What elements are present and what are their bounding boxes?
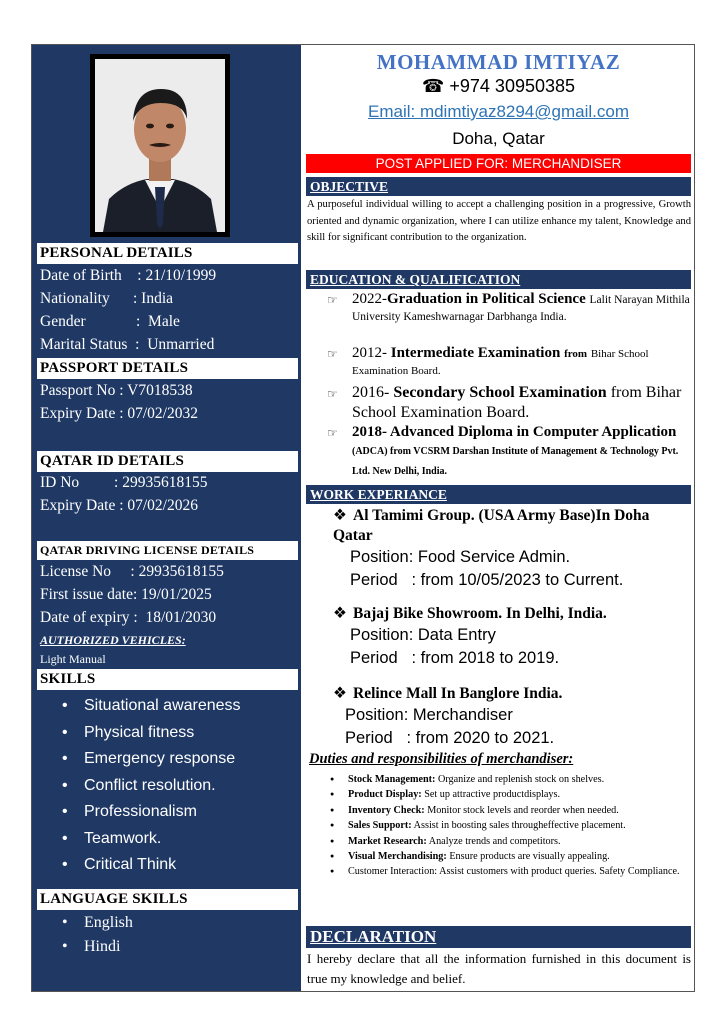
profile-photo-frame <box>90 54 230 237</box>
job-entry: ❖ Bajaj Bike Showroom. In Delhi, India. Position: Data Entry Period : from 2018 to 2019. <box>333 604 691 670</box>
duty-item: ● Customer Interaction: Assist customers with product queries. Safety Compliance. <box>348 864 688 879</box>
personal-details-heading: PERSONAL DETAILS <box>37 243 298 264</box>
candidate-name: MOHAMMAD IMTIYAZ <box>376 50 621 74</box>
language-skills-heading: LANGUAGE SKILLS <box>37 889 298 910</box>
education-item: ☞ 2012- Intermediate Examination from Bihar School Examination Board. <box>327 345 649 377</box>
skill-item: • Professionalism <box>32 799 241 826</box>
job-entry: ❖ Al Tamimi Group. (USA Army Base)In Doha Qatar Position: Food Service Admin. Period : from 10/05/2023 to Current. <box>333 506 691 592</box>
email-link[interactable]: Email: mdimtiyaz8294@gmail.com <box>367 102 629 121</box>
education-item: ☞ 2018- Advanced Diploma in Computer Application (ADCA) from VCSRM Darshan Institute of Management & Technology Pvt. Ltd. New Delhi, India. <box>327 424 679 477</box>
passport-expiry: Expiry Date : 07/02/2032 <box>40 405 198 422</box>
phone-number: ☎ +974 30950385 <box>421 76 576 96</box>
skill-item: • Emergency response <box>32 746 241 773</box>
objective-text: A purposeful individual willing to accept a challenging position in a progressive, Growth oriented and dynamic organization, where I can utilize enhance my talent, Knowledge and skill for significant contribution to the organization. <box>307 199 691 243</box>
duty-item: ● Sales Support: Assist in boosting sales througheffective placement. <box>348 818 688 833</box>
work-experience-heading: WORK EXPERIANCE <box>306 485 691 504</box>
skills-heading: SKILLS <box>37 669 298 690</box>
profile-photo <box>95 59 225 232</box>
qatar-id-number: ID No : 29935618155 <box>40 474 208 491</box>
nationality: Nationality : India <box>40 290 174 307</box>
education-heading: EDUCATION & QUALIFICATION <box>306 270 691 289</box>
passport-number: Passport No : V7018538 <box>40 382 193 399</box>
diamond-star-icon: ❖ <box>333 685 347 702</box>
job-period: Period : from 2020 to 2021. <box>345 729 555 747</box>
declaration-heading: DECLARATION <box>306 926 691 948</box>
skill-item: • Situational awareness <box>32 693 241 720</box>
sidebar <box>32 45 301 991</box>
job-position: Position: Merchandiser <box>345 706 513 724</box>
job-position: Position: Data Entry <box>350 626 496 644</box>
post-applied-banner: POST APPLIED FOR: MERCHANDISER <box>306 154 691 173</box>
date-of-birth: Date of Birth : 21/10/1999 <box>40 267 217 284</box>
hand-arrow-icon: ☞ <box>327 426 338 440</box>
driving-license-heading: QATAR DRIVING LICENSE DETAILS <box>37 541 298 560</box>
skill-item: • Physical fitness <box>32 720 241 747</box>
skill-item: • Critical Think <box>32 852 241 879</box>
duties-heading: Duties and responsibilities of merchandiser: <box>309 751 574 767</box>
duty-item: ● Visual Merchandising: Ensure products are visually appealing. <box>348 849 688 864</box>
skills-list <box>32 693 241 879</box>
resume-page <box>31 44 695 992</box>
education-item: ☞ 2016- Secondary School Examination from Bihar School Examination Board. <box>327 384 682 421</box>
license-number: License No : 29935618155 <box>40 563 224 580</box>
qatar-id-heading: QATAR ID DETAILS <box>37 451 298 472</box>
hand-arrow-icon: ☞ <box>327 347 338 361</box>
job-period: Period : from 10/05/2023 to Current. <box>350 571 624 589</box>
authorized-vehicles: Light Manual <box>40 652 106 666</box>
main-content <box>303 45 694 991</box>
education-item: ☞ 2022-Graduation in Political Science Lalit Narayan Mithila University Kameshwarnagar Darbhanga India. <box>327 291 690 323</box>
skill-item: • Teamwork. <box>32 826 241 853</box>
language-item: • Hindi <box>32 935 133 959</box>
language-item: • English <box>32 911 133 935</box>
location: Doha, Qatar <box>452 129 545 148</box>
marital-status: Marital Status : Unmarried <box>40 336 215 353</box>
duties-list <box>348 772 688 880</box>
duty-item: ● Stock Management: Organize and replenish stock on shelves. <box>348 772 688 787</box>
qatar-id-expiry: Expiry Date : 07/02/2026 <box>40 497 198 514</box>
job-position: Position: Food Service Admin. <box>350 548 571 566</box>
license-expiry: Date of expiry : 18/01/2030 <box>40 609 217 626</box>
duty-item: ● Market Research: Analyze trends and competitors. <box>348 834 688 849</box>
skill-item: • Conflict resolution. <box>32 773 241 800</box>
objective-heading: OBJECTIVE <box>306 177 691 196</box>
job-entry: ❖ Relince Mall In Banglore India. Position: Merchandiser Period : from 2020 to 2021. <box>333 684 691 750</box>
hand-arrow-icon: ☞ <box>327 387 338 401</box>
hand-arrow-icon: ☞ <box>327 293 338 307</box>
gender: Gender : Male <box>40 313 180 330</box>
duty-item: ● Inventory Check: Monitor stock levels and reorder when needed. <box>348 803 688 818</box>
diamond-star-icon: ❖ <box>333 605 347 622</box>
duty-item: ● Product Display: Set up attractive productdisplays. <box>348 787 688 802</box>
diamond-star-icon: ❖ <box>333 507 347 524</box>
declaration-text: I hereby declare that all the information furnished in this document is true my knowledge and belief. <box>307 951 691 986</box>
language-list <box>32 911 133 959</box>
authorized-vehicles-label: AUTHORIZED VEHICLES: <box>40 633 186 647</box>
passport-details-heading: PASSPORT DETAILS <box>37 358 298 379</box>
license-first-issue: First issue date: 19/01/2025 <box>40 586 212 603</box>
job-period: Period : from 2018 to 2019. <box>350 649 560 667</box>
